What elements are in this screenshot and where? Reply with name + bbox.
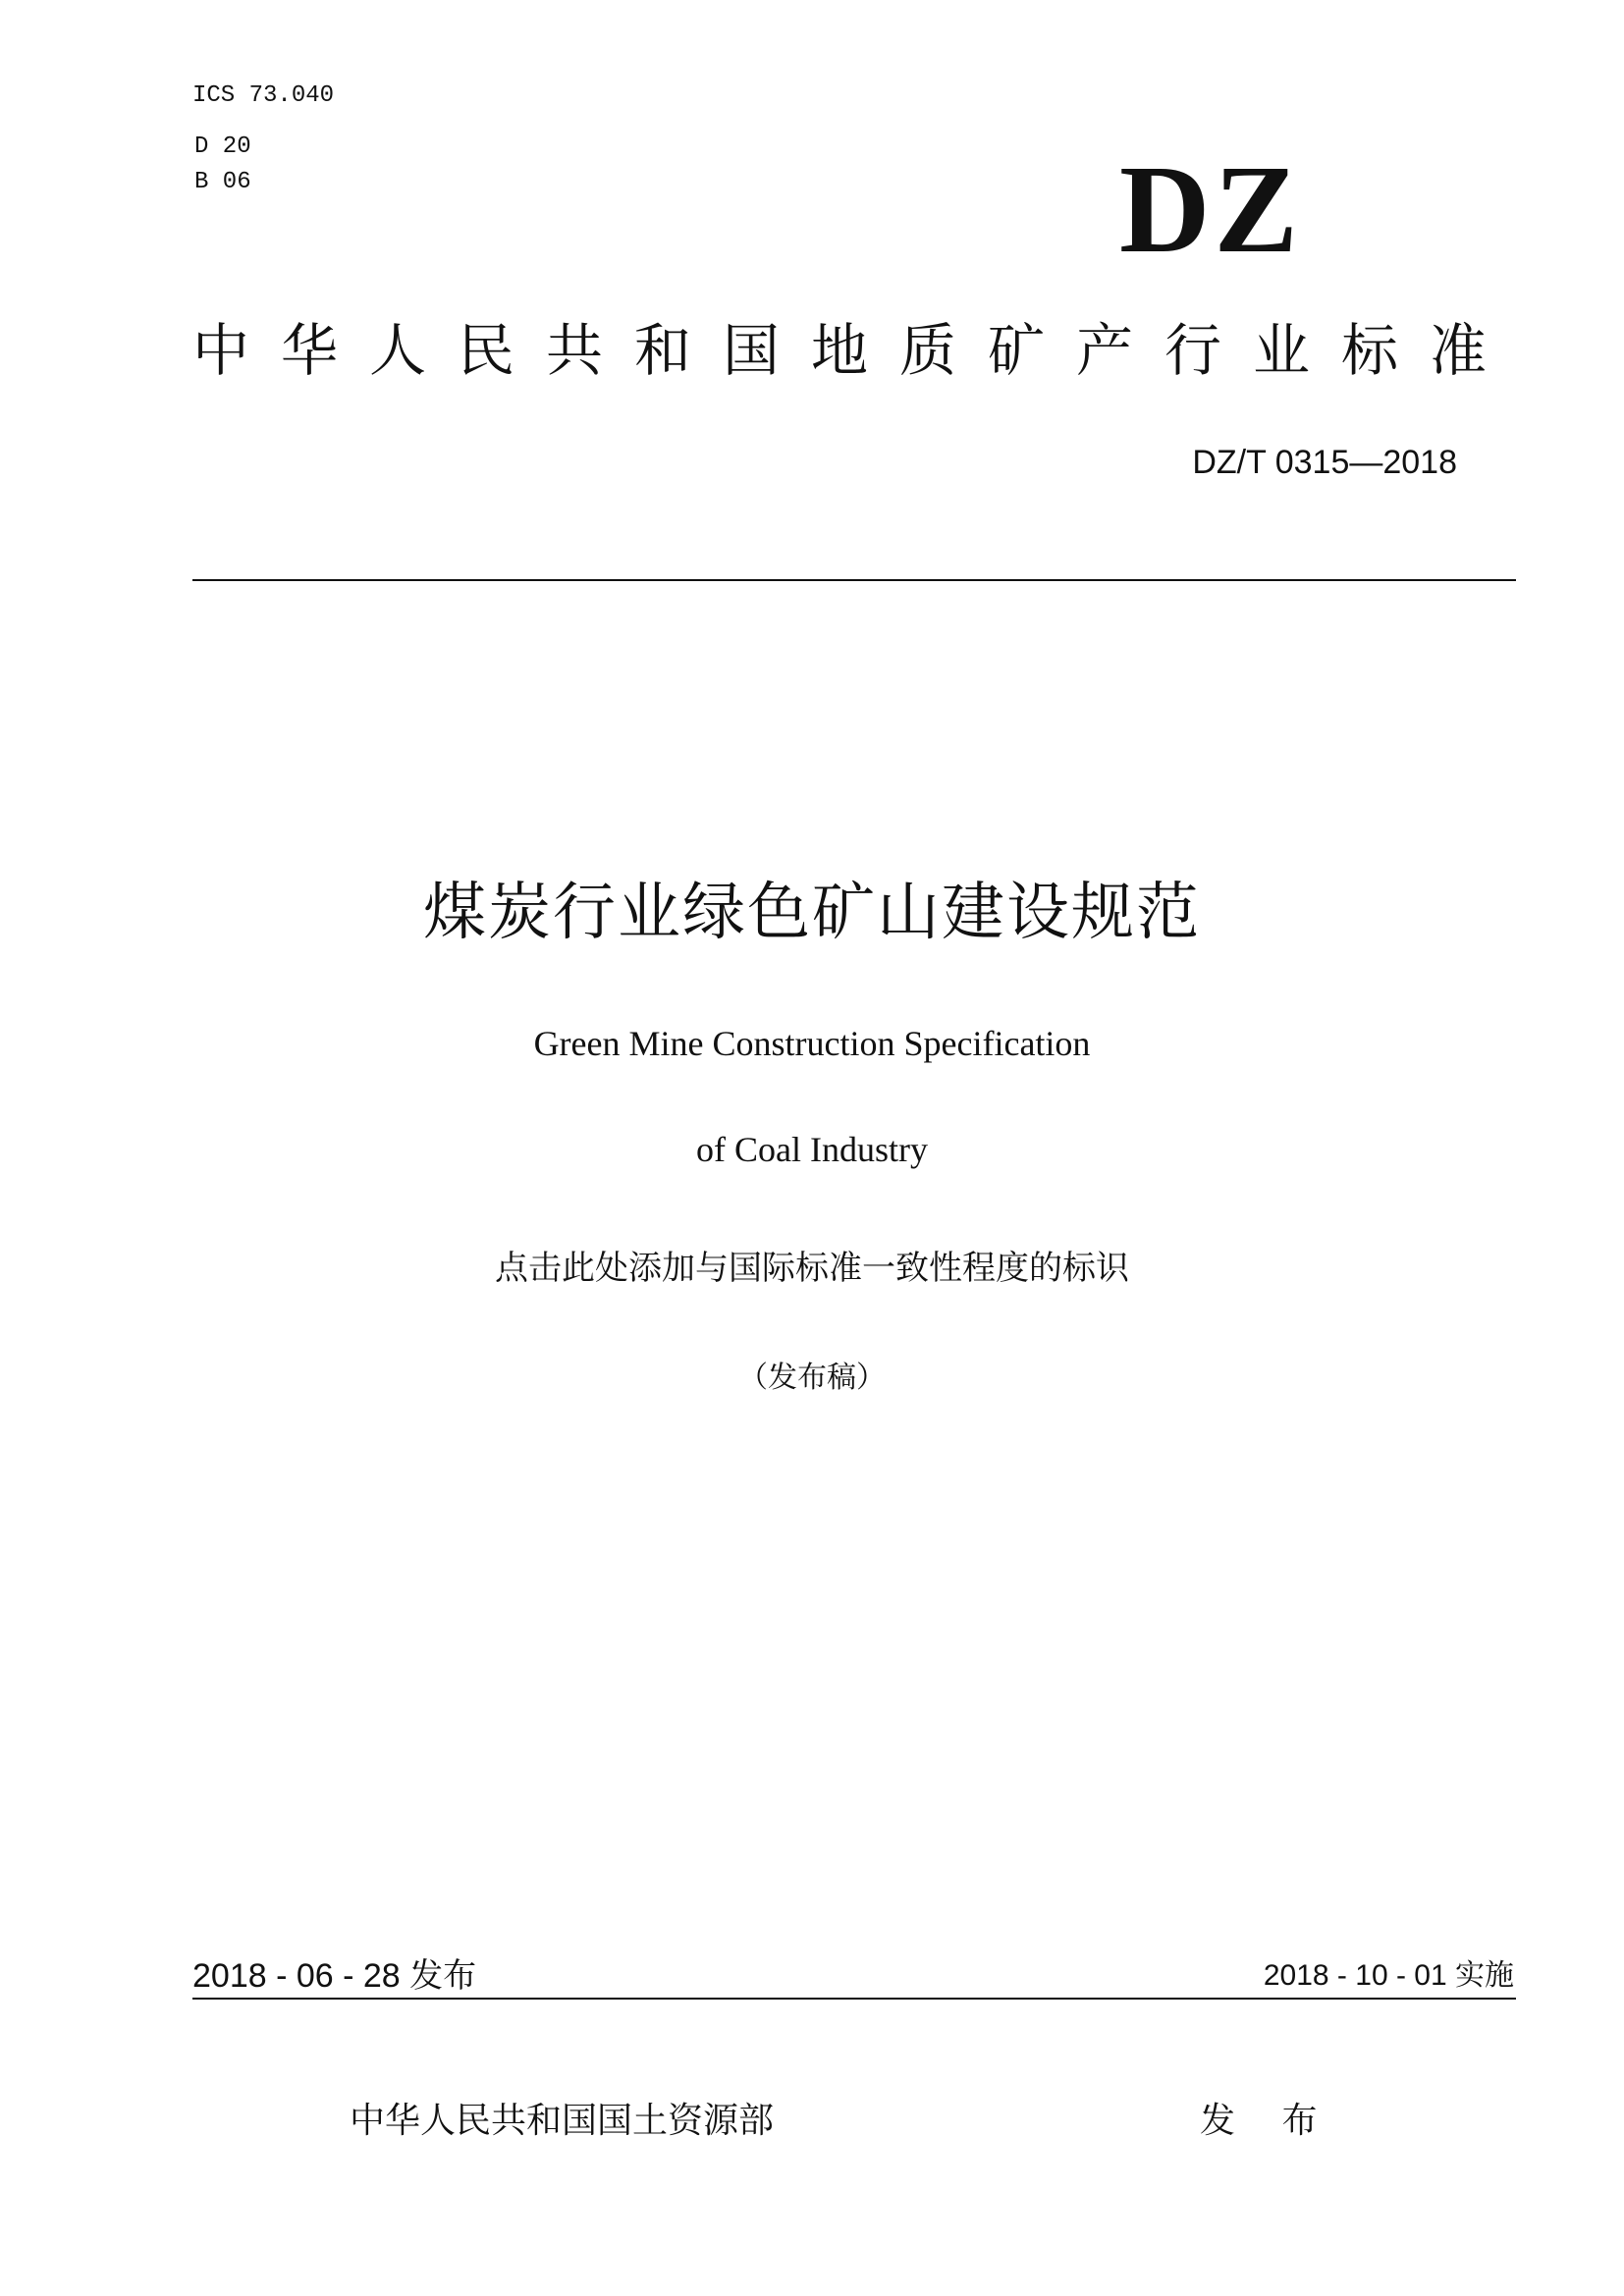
issuing-authority: 中华人民共和国国土资源部	[350, 2101, 775, 2141]
footer-divider	[192, 1998, 1516, 2000]
draft-status: （发布稿）	[738, 1361, 886, 1395]
ccs-code-2: B 06	[194, 169, 251, 195]
ccs-code-1: D 20	[194, 133, 251, 160]
issue-date: 2018 - 06 - 28 发布	[192, 1957, 477, 1995]
dz-logo: DZ	[1119, 139, 1302, 279]
standard-number: DZ/T 0315—2018	[1192, 444, 1457, 481]
implementation-date: 2018 - 10 - 01 实施	[1263, 1959, 1514, 1992]
publish-label: 发 布	[1200, 2101, 1335, 2141]
header-divider	[192, 579, 1516, 581]
standard-type-heading: 中华人民共和国地质矿产行业标准	[192, 317, 1519, 384]
conformity-note: 点击此处添加与国际标准一致性程度的标识	[495, 1249, 1129, 1288]
document-title-english-line2: of Coal Industry	[696, 1130, 928, 1169]
ics-code: ICS 73.040	[192, 82, 335, 109]
document-title-english-line1: Green Mine Construction Specification	[533, 1024, 1091, 1063]
document-title-chinese: 煤炭行业绿色矿山建设规范	[423, 877, 1201, 949]
